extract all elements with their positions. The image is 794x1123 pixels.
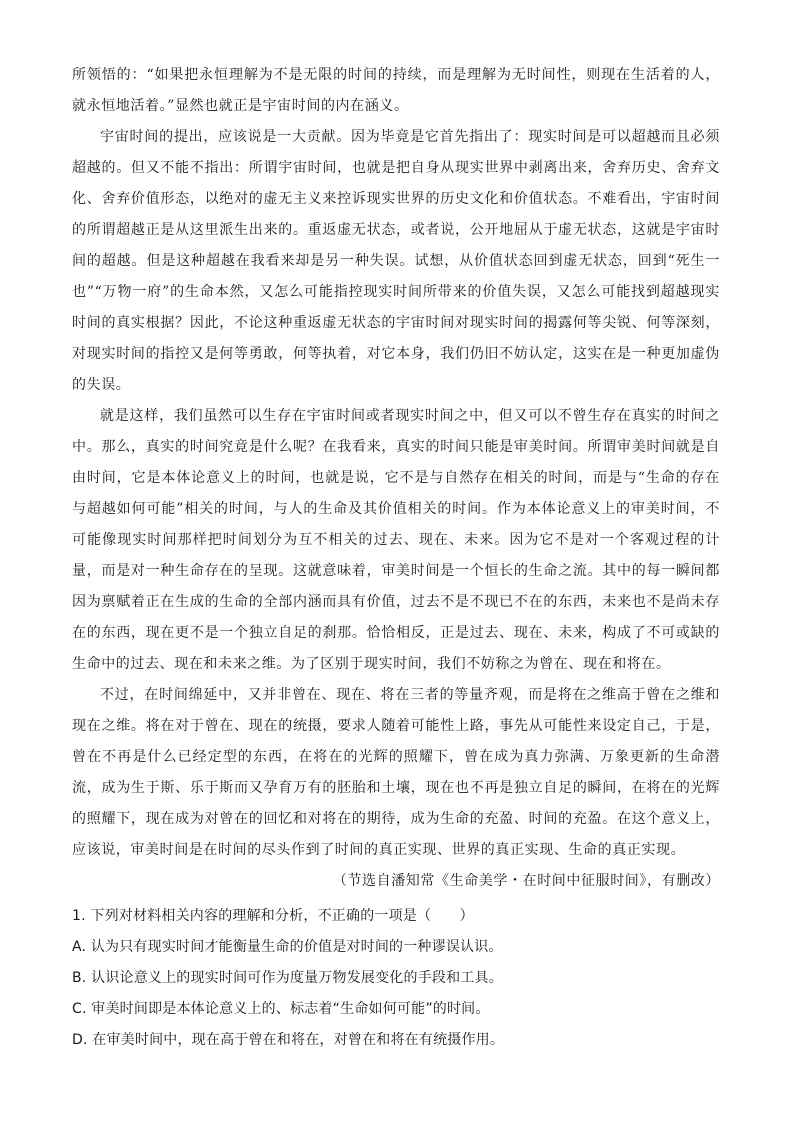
passage-paragraph-1: 所领悟的：“如果把永恒理解为不是无限的时间的持续，而是理解为无时间性，则现在生活着的人，就永恒地活着。”显然也就正是宇宙时间的内在涵义。 (72, 67, 720, 114)
question-1 (72, 901, 720, 1056)
passage-paragraph-3: 就是这样，我们虽然可以生存在宇宙时间或者现实时间之中，但又可以不曾生存在真实的时间之中。那么，真实的时间究竟是什么呢？在我看来，真实的时间只能是审美时间。所谓审美时间就是自由时间，它是本体论意义上的时间，也就是说，它不是与自然存在相关的时间，而是与“生命的存在与超越如何可能”相关的时间，与人的生命及其价值相关的时间。作为本体论意义上的审美时间，不可能像现实时间那样把时间划分为互不相关的过去、现在、未来。因为它不是对一个客观过程的计量，而是对一种生命存在的呈现。这就意味着，审美时间是一个恒长的生命之流。其中的每一瞬间都因为禀赋着正在生成的生命的全部内涵而具有价值，过去不是不现已不在的东西，未来也不是尚未存在的东西，现在更不是一个独立自足的刹那。恰恰相反，正是过去、现在、未来，构成了不可或缺的生命中的过去、现在和未来之维。为了区别于现实时间，我们不妨称之为曾在、现在和将在。 (72, 408, 720, 672)
document-page (72, 60, 720, 1056)
option-b: B. 认识论意义上的现实时间可作为度量万物发展变化的手段和工具。 (72, 970, 503, 986)
option-d: D. 在审美时间中，现在高于曾在和将在，对曾在和将在有统摄作用。 (72, 1032, 505, 1048)
passage-paragraph-2: 宇宙时间的提出，应该说是一大贡献。因为毕竟是它首先指出了：现实时间是可以超越而且必须超越的。但又不能不指出：所谓宇宙时间，也就是把自身从现实世界中剥离出来，舍弃历史、舍弃文化、舍弃价值形态，以绝对的虚无主义来控诉现实世界的历史文化和价值状态。不难看出，宇宙时间的所谓超越正是从这里派生出来的。重返虚无状态，或者说，公开地屈从于虚无状态，这就是宇宙时间的超越。但是这种超越在我看来却是另一种失误。试想，从价值状态回到虚无状态，回到“死生一也”“万物一府”的生命本然，又怎么可能指控现实时间所带来的价值失误，又怎么可能找到超越现实时间的真实根据？因此，不论这种重返虚无状态的宇宙时间对现实时间的揭露何等尖锐、何等深刻，对现实时间的指控又是何等勇敢，何等执着，对它本身，我们仍旧不妨认定，这实在是一种更加虚伪的失误。 (72, 129, 720, 393)
question-stem: 1. 下列对材料相关内容的理解和分析，不正确的一项是（ ） (72, 908, 474, 924)
passage-paragraph-4: 不过，在时间绵延中，又并非曾在、现在、将在三者的等量齐观，而是将在之维高于曾在之维和现在之维。将在对于曾在、现在的统摄，要求人随着可能性上路，事先从可能性来设定自己，于是，曾在不再是什么已经定型的东西，在将在的光辉的照耀下，曾在成为真力弥满、万象更新的生命潜流，成为生于斯、乐于斯而又孕育万有的胚胎和土壤，现在也不再是独立自足的瞬间，在将在的光辉的照耀下，现在成为对曾在的回忆和对将在的期待，成为生命的充盈、时间的充盈。在这个意义上，应该说，审美时间是在时间的尽头作到了时间的真正实现、世界的真正实现、生命的真正实现。 (72, 687, 720, 858)
passage-source: （节选自潘知常《生命美学・在时间中征服时间》，有删改） (332, 873, 720, 889)
option-a: A. 认为只有现实时间才能衡量生命的价值是对时间的一种谬误认识。 (72, 939, 503, 955)
option-c: C. 审美时间即是本体论意义上的、标志着“生命如何可能”的时间。 (72, 1001, 490, 1017)
